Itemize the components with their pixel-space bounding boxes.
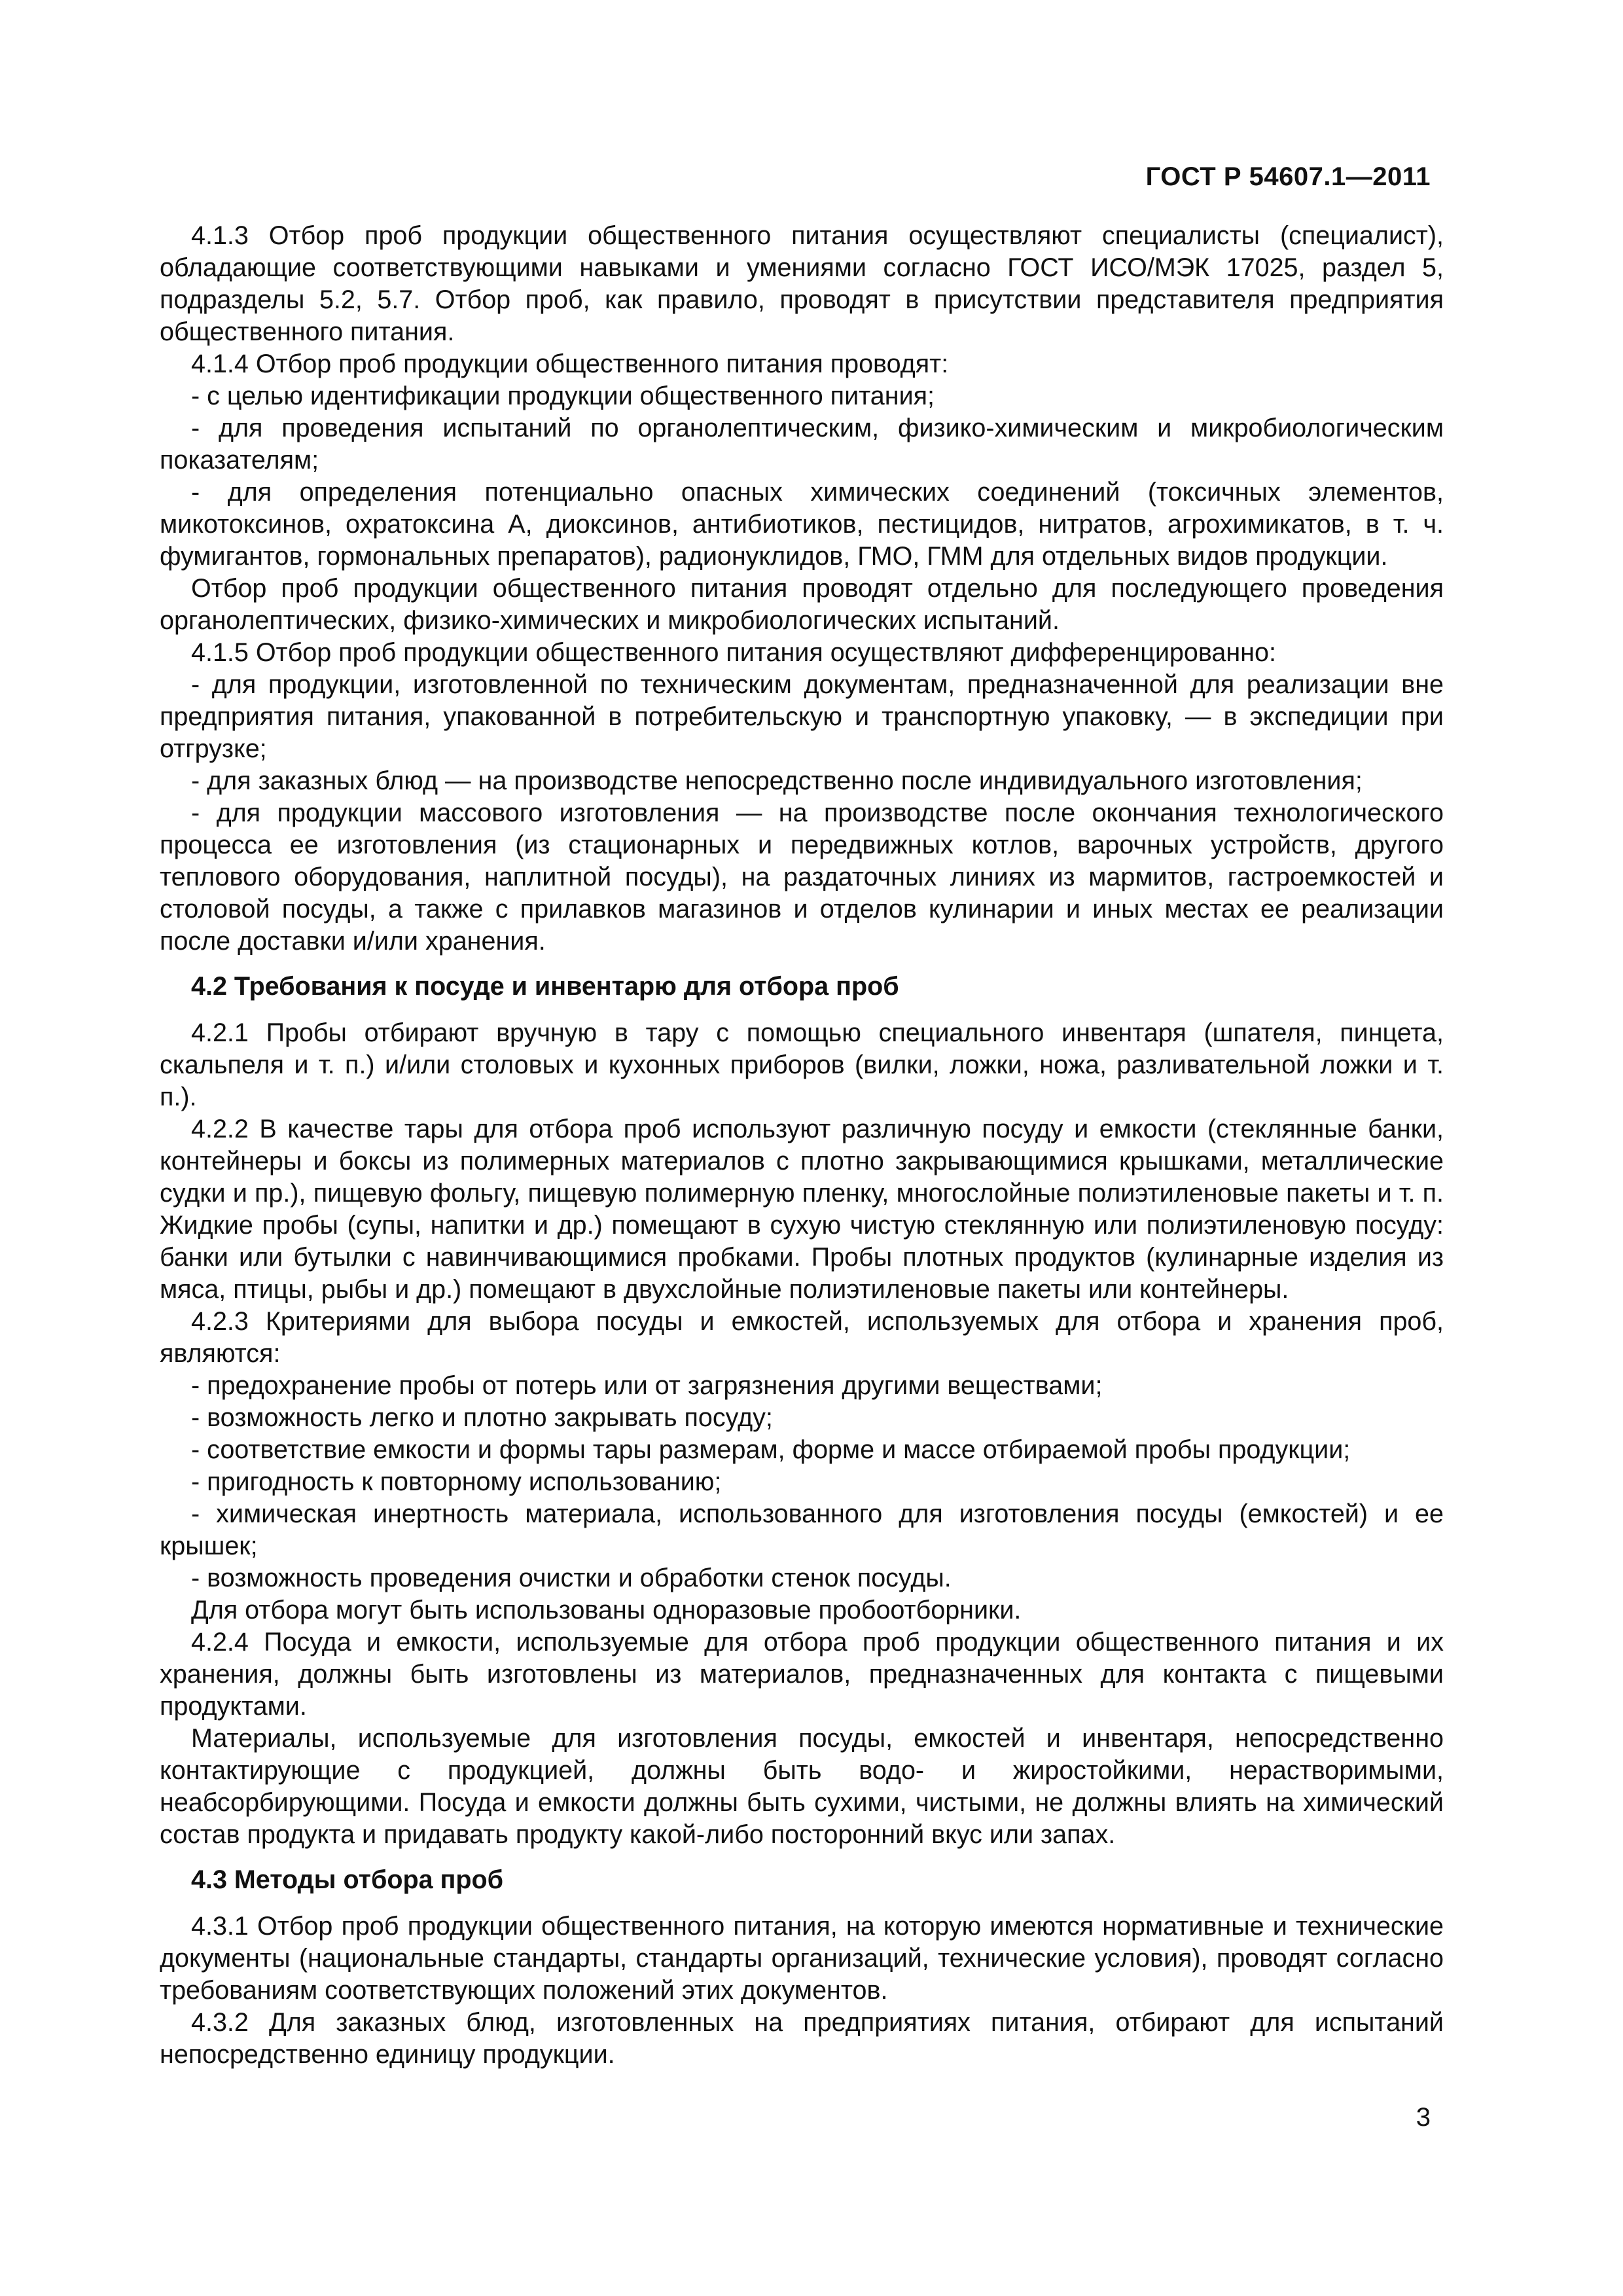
- paragraph: 4.2.1 Пробы отбирают вручную в тару с помощью специального инвентаря (шпателя, пинцета, скальпеля и т. п.) и/или столовых и кухонных приборов (вилки, ложки, ножа, разливательной ложки и т. п.).: [160, 1018, 1444, 1111]
- list-item: - предохранение пробы от потерь или от загрязнения другими веществами;: [191, 1371, 1103, 1400]
- list-item: - с целью идентификации продукции общественного питания;: [191, 382, 935, 410]
- paragraph: Материалы, используемые для изготовления посуды, емкостей и инвентаря, непосредственно контактирующие с продукцией, должны быть водо- и жиростойкими, нерастворимыми, неабсорбирующими. Посуда и емкости должны быть сухими, чистыми, не должны влиять на химический состав продукта и придавать продукту какой-либо посторонний вкус или запах.: [160, 1724, 1444, 1849]
- section-heading: 4.2 Требования к посуде и инвентарю для отбора проб: [191, 972, 899, 1001]
- list-item: - возможность проведения очистки и обработки стенок посуды.: [191, 1564, 952, 1592]
- section-heading: 4.3 Методы отбора проб: [191, 1865, 504, 1894]
- page-number: 3: [1416, 2103, 1431, 2132]
- standard-code-header: ГОСТ Р 54607.1—2011: [1145, 162, 1431, 191]
- list-item: - для продукции массового изготовления — на производстве после окончания технологического процесса ее изготовления (из стационарных и передвижных котлов, варочных устройств, другого теплового оборудования, наплитной посуды), на раздаточных линиях из мармитов, гастроемкостей и столовой посуды, а также с прилавков магазинов и отделов кулинарии и иных местах ее реализации после доставки и/или хранения.: [160, 798, 1444, 956]
- paragraph: 4.2.2 В качестве тары для отбора проб используют различную посуду и емкости (стеклянные банки, контейнеры и боксы из полимерных материалов с плотно закрывающимися крышками, металлические судки и пр.), пищевую фольгу, пищевую полимерную пленку, многослойные полиэтиленовые пакеты и т. п. Жидкие пробы (супы, напитки и др.) помещают в сухую чистую стеклянную или полиэтиленовую посуду: банки или бутылки с навинчивающимися пробками. Пробы плотных продуктов (кулинарные изделия из мяса, птицы, рыбы и др.) помещают в двухслойные полиэтиленовые пакеты или контейнеры.: [160, 1115, 1444, 1304]
- paragraph: 4.3.1 Отбор проб продукции общественного питания, на которую имеются нормативные и технические документы (национальные стандарты, стандарты организаций, технические условия), проводят согласно требованиям соответствующих положений этих документов.: [160, 1912, 1444, 2005]
- list-item: - пригодность к повторному использованию;: [191, 1467, 722, 1496]
- document-body: [160, 220, 1444, 2071]
- list-item: - для продукции, изготовленной по техническим документам, предназначенной для реализации вне предприятия питания, упакованной в потребительскую и транспортную упаковку, — в экспедиции при отгрузке;: [160, 670, 1444, 763]
- paragraph: Для отбора могут быть использованы одноразовые пробоотборники.: [191, 1596, 1022, 1624]
- list-item: - соответствие емкости и формы тары размерам, форме и массе отбираемой пробы продукции;: [191, 1435, 1351, 1464]
- paragraph: 4.1.5 Отбор проб продукции общественного питания осуществляют дифференцированно:: [191, 638, 1276, 667]
- paragraph: 4.1.4 Отбор проб продукции общественного питания проводят:: [191, 350, 949, 378]
- paragraph: 4.1.3 Отбор проб продукции общественного питания осуществляют специалисты (специалист), обладающие соответствующими навыками и умениями согласно ГОСТ ИСО/МЭК 17025, раздел 5, подразделы 5.2, 5.7. Отбор проб, как правило, проводят в присутствии представителя предприятия общественного питания.: [160, 221, 1444, 346]
- list-item: - для определения потенциально опасных химических соединений (токсичных элементов, микотоксинов, охратоксина А, диоксинов, антибиотиков, пестицидов, нитратов, агрохимикатов, в т. ч. фумигантов, гормональных препаратов), радионуклидов, ГМО, ГММ для отдельных видов продукции.: [160, 478, 1444, 571]
- paragraph: Отбор проб продукции общественного питания проводят отдельно для последующего проведения органолептических, физико-химических и микробиологических испытаний.: [160, 574, 1444, 635]
- list-item: - для проведения испытаний по органолептическим, физико-химическим и микробиологическим показателям;: [160, 414, 1444, 475]
- list-item: - для заказных блюд — на производстве непосредственно после индивидуального изготовления;: [191, 766, 1363, 795]
- paragraph: 4.3.2 Для заказных блюд, изготовленных на предприятиях питания, отбирают для испытаний непосредственно единицу продукции.: [160, 2008, 1444, 2069]
- list-item: - возможность легко и плотно закрывать посуду;: [191, 1403, 773, 1432]
- paragraph: 4.2.4 Посуда и емкости, используемые для отбора проб продукции общественного питания и их хранения, должны быть изготовлены из материалов, предназначенных для контакта с пищевыми продуктами.: [160, 1628, 1444, 1721]
- list-item: - химическая инертность материала, использованного для изготовления посуды (емкостей) и ее крышек;: [160, 1499, 1444, 1560]
- paragraph: 4.2.3 Критериями для выбора посуды и емкостей, используемых для отбора и хранения проб, являются:: [160, 1307, 1444, 1368]
